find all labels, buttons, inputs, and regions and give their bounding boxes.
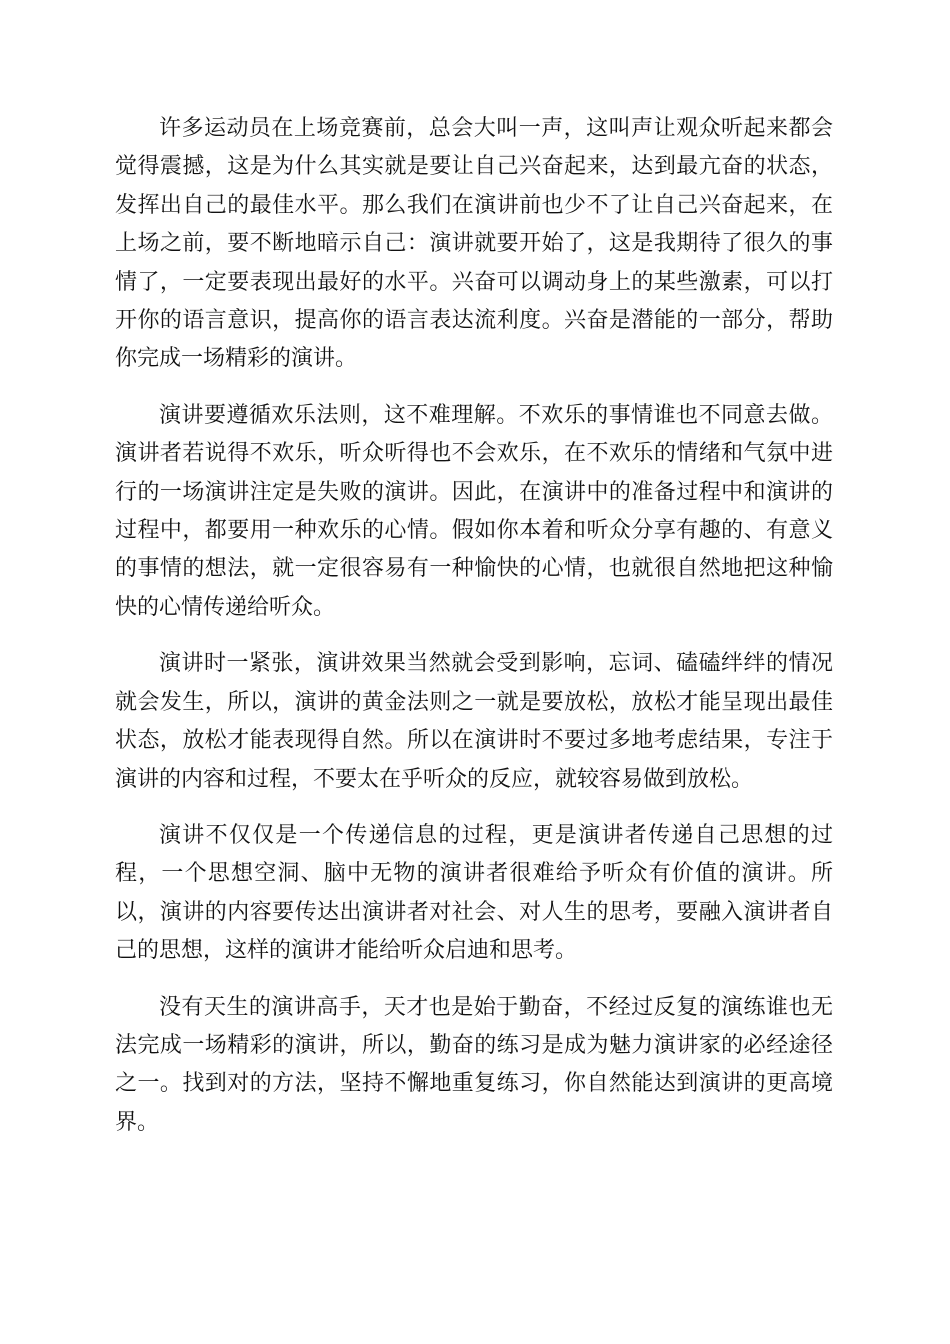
paragraph-2: 演讲要遵循欢乐法则，这不难理解。不欢乐的事情谁也不同意去做。演讲者若说得不欢乐，听众听得也不会欢乐，在不欢乐的情绪和气氛中进行的一场演讲注定是失败的演讲。因此，在演讲中的准备过程中和演讲的过程中，都要用一种欢乐的心情。假如你本着和听众分享有趣的、有意义的事情的想法，就一定很容易有一种愉快的心情，也就很自然地把这种愉快的心情传递给听众。 <box>115 402 833 620</box>
document-body <box>115 110 833 1160</box>
paragraph-5: 没有天生的演讲高手，天才也是始于勤奋，不经过反复的演练谁也无法完成一场精彩的演讲，所以，勤奋的练习是成为魅力演讲家的必经途径之一。找到对的方法，坚持不懈地重复练习，你自然能达到演讲的更高境界。 <box>115 994 833 1135</box>
paragraph-4: 演讲不仅仅是一个传递信息的过程，更是演讲者传递自己思想的过程，一个思想空洞、脑中无物的演讲者很难给予听众有价值的演讲。所以，演讲的内容要传达出演讲者对社会、对人生的思考，要融入演讲者自己的思想，这样的演讲才能给听众启迪和思考。 <box>115 822 833 964</box>
paragraph-3: 演讲时一紧张，演讲效果当然就会受到影响，忘词、磕磕绊绊的情况就会发生，所以，演讲的黄金法则之一就是要放松，放松才能呈现出最佳状态，放松才能表现得自然。所以在演讲时不要过多地考虑结果，专注于演讲的内容和过程，不要太在乎听众的反应，就较容易做到放松。 <box>115 651 833 792</box>
paragraph-1: 许多运动员在上场竞赛前，总会大叫一声，这叫声让观众听起来都会觉得震撼，这是为什么其实就是要让自己兴奋起来，达到最亢奋的状态，发挥出自己的最佳水平。那么我们在演讲前也少不了让自己兴奋起来，在上场之前，要不断地暗示自己：演讲就要开始了，这是我期待了很久的事情了，一定要表现出最好的水平。兴奋可以调动身上的某些激素，可以打开你的语言意识，提高你的语言表达流利度。兴奋是潜能的一部分，帮助你完成一场精彩的演讲。 <box>115 116 833 372</box>
